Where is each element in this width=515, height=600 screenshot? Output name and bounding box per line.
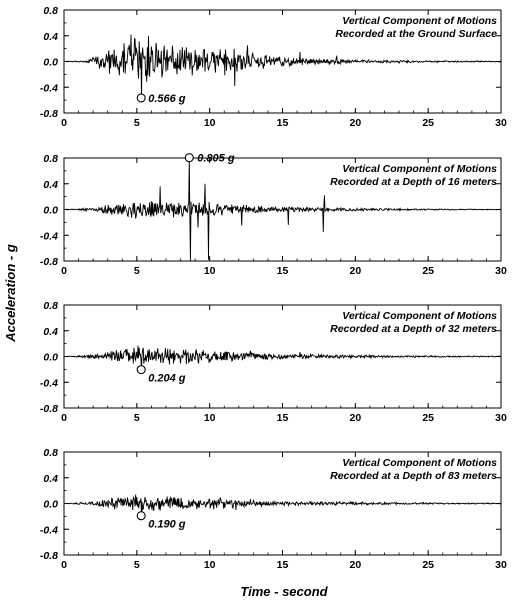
y-tick-label: -0.4: [39, 377, 58, 390]
peak-marker: [137, 512, 145, 520]
peak-marker: [137, 366, 145, 374]
x-tick-label: 15: [276, 559, 289, 571]
y-tick-label: 0.4: [43, 472, 58, 485]
x-tick-label: 30: [495, 117, 507, 129]
y-tick-label: 0.4: [43, 30, 58, 43]
x-tick-label: 15: [276, 265, 289, 277]
peak-label: 0.190 g: [148, 518, 186, 531]
y-tick-label: 0.0: [43, 498, 58, 511]
x-tick-label: 15: [276, 117, 289, 129]
y-tick-label: 0.0: [43, 204, 58, 217]
y-tick-label: 0.0: [43, 56, 58, 69]
x-tick-label: 10: [203, 265, 216, 277]
panel-title-line: Vertical Component of Motions: [342, 15, 497, 27]
y-axis-label: Acceleration - g: [3, 244, 18, 342]
y-tick-label: 0.8: [43, 300, 58, 312]
y-tick-label: -0.8: [39, 256, 58, 268]
x-tick-label: 20: [349, 559, 362, 571]
y-tick-label: 0.8: [43, 5, 58, 17]
y-tick-label: -0.4: [39, 524, 58, 537]
x-tick-label: 20: [349, 265, 362, 277]
x-axis-label: Time - second: [240, 584, 328, 599]
panel-title-line: Recorded at a Depth of 32 meters: [330, 323, 497, 335]
peak-label: 0.566 g: [148, 92, 186, 105]
x-tick-label: 5: [133, 412, 140, 424]
y-tick-label: 0.4: [43, 178, 58, 191]
panel-2: [40, 153, 507, 277]
panel-1: [40, 5, 507, 129]
x-tick-label: 0: [61, 265, 67, 277]
x-tick-label: 5: [133, 265, 140, 277]
panel-title-line: Vertical Component of Motions: [342, 310, 497, 322]
x-tick-label: 10: [203, 117, 216, 129]
x-tick-label: 25: [422, 265, 435, 277]
y-tick-label: -0.8: [39, 550, 58, 562]
panel-title-line: Vertical Component of Motions: [342, 457, 497, 469]
panel-title-line: Recorded at the Ground Surface: [335, 28, 497, 40]
peak-marker: [137, 94, 145, 102]
y-tick-label: 0.8: [43, 153, 58, 165]
x-tick-label: 0: [61, 117, 67, 129]
x-tick-label: 5: [133, 117, 140, 129]
x-tick-label: 15: [276, 412, 289, 424]
panel-title-line: Recorded at a Depth of 83 meters: [330, 470, 497, 482]
y-tick-label: 0.8: [43, 447, 58, 459]
y-tick-label: -0.8: [39, 108, 58, 120]
x-tick-label: 5: [133, 559, 140, 571]
acceleration-trace: [64, 34, 501, 97]
y-tick-label: -0.8: [39, 403, 58, 415]
y-tick-label: 0.4: [43, 325, 58, 338]
x-tick-label: 25: [422, 559, 435, 571]
y-tick-label: -0.4: [39, 230, 58, 243]
x-tick-label: 30: [495, 265, 507, 277]
panel-title-line: Recorded at a Depth of 16 meters: [330, 176, 497, 188]
panel-4: [40, 447, 507, 571]
x-tick-label: 30: [495, 412, 507, 424]
x-tick-label: 0: [61, 559, 67, 571]
peak-marker: [185, 154, 193, 162]
x-tick-label: 25: [422, 412, 435, 424]
y-tick-label: -0.4: [39, 82, 58, 95]
x-tick-label: 25: [422, 117, 435, 129]
x-tick-label: 10: [203, 412, 216, 424]
acceleration-trace: [64, 494, 501, 515]
x-tick-label: 20: [349, 412, 362, 424]
x-tick-label: 10: [203, 559, 216, 571]
y-tick-label: 0.0: [43, 351, 58, 364]
x-tick-label: 20: [349, 117, 362, 129]
acceleration-trace: [64, 346, 501, 370]
peak-label: 0.204 g: [148, 372, 186, 385]
peak-label: 0.805 g: [197, 152, 235, 165]
panel-3: [40, 300, 507, 424]
x-tick-label: 0: [61, 412, 67, 424]
panel-title-line: Vertical Component of Motions: [342, 163, 497, 175]
x-tick-label: 30: [495, 559, 507, 571]
